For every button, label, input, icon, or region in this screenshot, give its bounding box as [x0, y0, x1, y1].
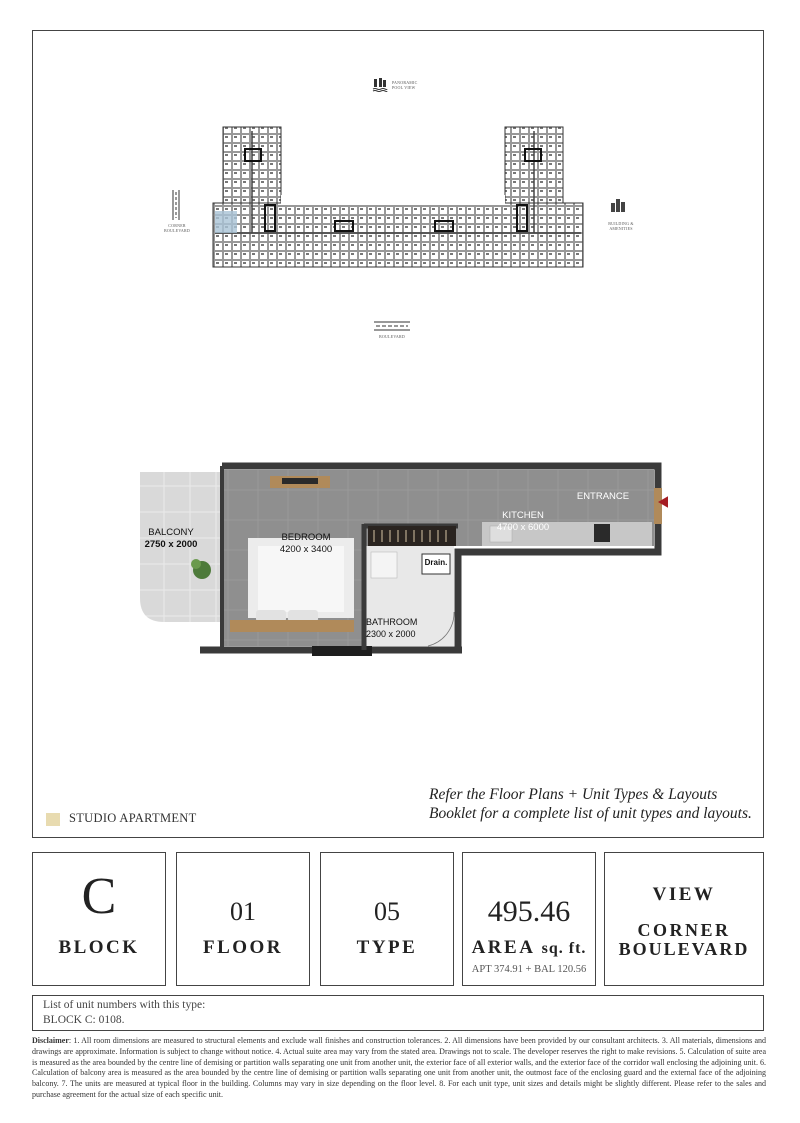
area-label-row — [463, 937, 595, 959]
pool-view-label: PANORAMIC POOL VIEW — [392, 80, 418, 90]
building-amenities-icon — [610, 197, 626, 213]
pool-view-icon — [372, 77, 388, 93]
block-value: C — [81, 868, 117, 925]
area-box — [462, 852, 596, 986]
view-label: VIEW — [652, 884, 716, 905]
boulevard-bottom-label: BOULEVARD — [379, 334, 405, 339]
view-value-line2: BOULEVARD — [618, 939, 750, 959]
type-box — [320, 852, 454, 986]
balcony-label: BALCONY 2750 x 2000 — [144, 527, 198, 550]
type-label: TYPE — [356, 937, 418, 958]
key-site-plan — [205, 125, 590, 275]
booklet-note: Refer the Floor Plans + Unit Types & Layouts Booklet for a complete list of unit types and layouts. — [429, 786, 752, 822]
floor-label: FLOOR — [202, 937, 284, 958]
disclaimer — [32, 1036, 766, 1101]
block-label: BLOCK — [58, 937, 140, 958]
kitchen-label: KITCHEN 4700 x 6000 — [496, 510, 550, 533]
bathroom-label: BATHROOM 2300 x 2000 — [366, 617, 418, 639]
area-label: AREA — [471, 937, 535, 958]
bedroom-label: BEDROOM 4200 x 3400 — [279, 532, 333, 555]
view-box — [604, 852, 764, 986]
view-value-line1: CORNER — [637, 920, 731, 940]
unit-list-title: List of unit numbers with this type: — [43, 999, 206, 1011]
floor-value: 01 — [230, 897, 256, 926]
type-value: 05 — [374, 897, 400, 926]
unit-list-units: BLOCK C: 0108. — [43, 1014, 125, 1026]
boulevard-road-icon-left — [171, 190, 181, 220]
area-value: 495.46 — [487, 895, 571, 928]
legend-swatch — [46, 813, 60, 826]
disclaimer-text: : 1. All room dimensions are measured to structural elements and exclude wall finishes and construction tolerances. 2. All dimensions have been provided by our consultant architects. 3. All materials, dimensions and drawings are approximate. Information is subject to change without notice. 4. Actual suite area may vary from the stated area. Drawings not to scale. The developer reserves the right to make revisions. 5. Calculation of suite area is measured as the area bounded by the centre line of demising or partition walls separating one unit from another unit, the exterior face of all exterior walls, and the exterior face of the corridor wall enclosing the adjoining unit. 6. Calculation of balcony area is measured as the area bounded by the centre line of demising or partition walls separating one unit from another unit, the outmost face of the enclosing guard and the external face of the adjoining balcony. 7. The units are measured at typical floor in the building. Columns may vary in size depending on the floor level. 8. For each unit type, unit sizes and details might be slightly different. Please refer to the sales and purchase agreement for the actual size of each specific unit. — [32, 1036, 766, 1099]
floor-box — [176, 852, 310, 986]
disclaimer-label: Disclaimer — [32, 1036, 69, 1045]
drain-label: Drain. — [424, 558, 448, 567]
area-unit: sq. ft. — [541, 940, 587, 957]
entrance-label: ENTRANCE — [576, 491, 630, 502]
boulevard-road-icon-bottom — [374, 318, 410, 328]
block-box — [32, 852, 166, 986]
unit-list-box — [32, 995, 764, 1031]
building-amenities-label: BUILDING & AMENITIES — [608, 221, 634, 231]
legend-label: STUDIO APARTMENT — [69, 811, 197, 825]
corner-boulevard-label: CORNER BOULEVARD — [164, 223, 190, 233]
area-breakdown: APT 374.91 + BAL 120.56 — [471, 964, 587, 975]
